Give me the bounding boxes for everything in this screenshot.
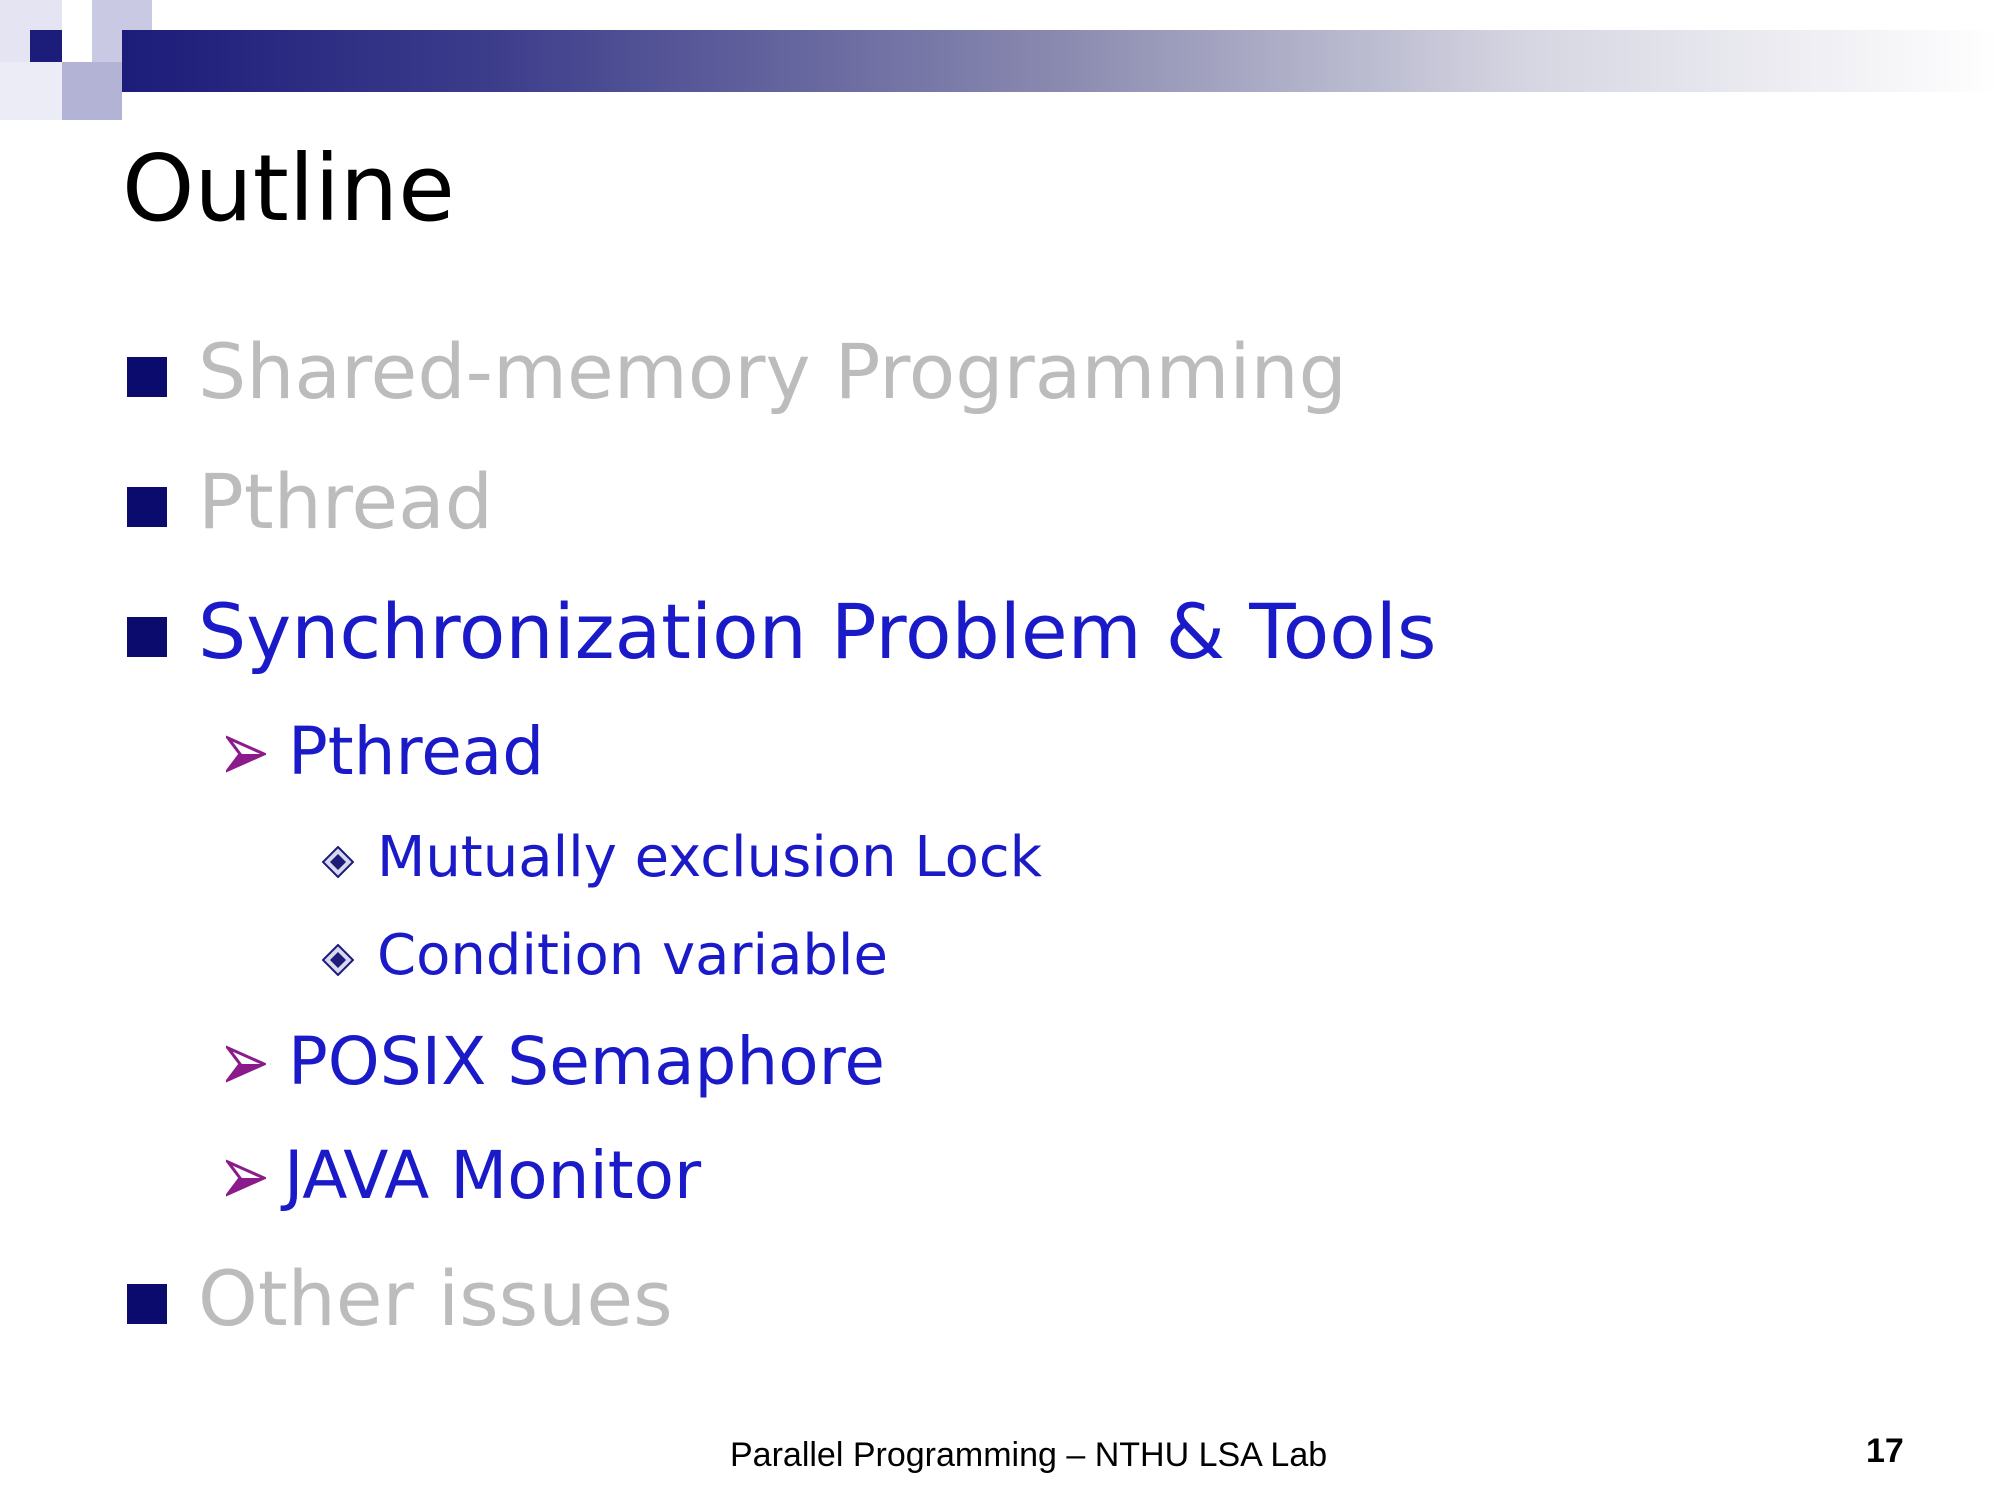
arrow-bullet-icon xyxy=(226,1158,266,1198)
arrow-bullet-icon xyxy=(226,734,266,774)
square-bullet-icon xyxy=(127,1284,167,1324)
outline-subitem: Pthread xyxy=(288,713,545,790)
diamond-bullet-icon xyxy=(322,944,354,976)
page-number: 17 xyxy=(1866,1432,1904,1470)
outline-item: Pthread xyxy=(198,457,493,546)
slide-footer: Parallel Programming – NTHU LSA Lab xyxy=(730,1436,1328,1474)
slide-title: Outline xyxy=(122,135,455,242)
square-bullet-icon xyxy=(127,487,167,527)
outline-subitem: JAVA Monitor xyxy=(284,1137,702,1214)
decor-square xyxy=(62,62,122,120)
outline-item: Synchronization Problem & Tools xyxy=(198,587,1437,676)
outline-subsubitem: Mutually exclusion Lock xyxy=(377,825,1043,890)
outline-item: Shared-memory Programming xyxy=(198,327,1347,416)
diamond-bullet-icon xyxy=(322,846,354,878)
arrow-bullet-icon xyxy=(226,1044,266,1084)
outline-item: Other issues xyxy=(198,1254,673,1343)
decor-square xyxy=(30,30,62,62)
square-bullet-icon xyxy=(127,617,167,657)
outline-subsubitem: Condition variable xyxy=(377,923,888,988)
decor-square xyxy=(0,62,62,120)
square-bullet-icon xyxy=(127,357,167,397)
outline-subitem: POSIX Semaphore xyxy=(288,1023,885,1100)
gradient-bar xyxy=(122,30,2000,92)
